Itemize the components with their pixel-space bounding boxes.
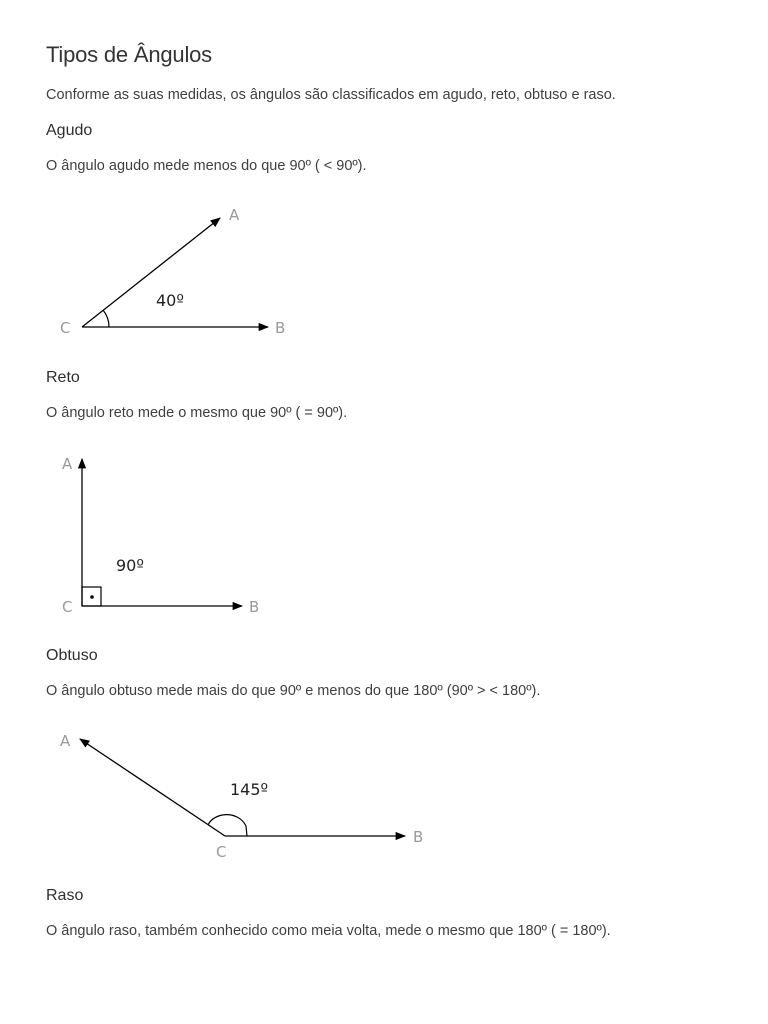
heading-reto: Reto: [46, 369, 80, 386]
text-raso: O ângulo raso, também conhecido como meia volta, mede o mesmo que 180º ( = 180º).: [46, 923, 611, 939]
point-label-c: C: [62, 598, 73, 616]
point-label-b: B: [275, 319, 286, 337]
point-label-b: B: [249, 598, 260, 616]
text-reto: O ângulo reto mede o mesmo que 90º ( = 90º).: [46, 405, 348, 421]
point-label-a: A: [229, 206, 240, 224]
heading-raso: Raso: [46, 887, 84, 904]
ray-ca: [80, 739, 225, 836]
angle-measure: 90º: [116, 556, 144, 575]
obtuse-angle-diagram: [0, 725, 768, 865]
point-label-c: C: [60, 319, 71, 337]
text-obtuso: O ângulo obtuso mede mais do que 90º e menos do que 180º (90º > < 180º).: [46, 683, 541, 699]
text-agudo: O ângulo agudo mede menos do que 90º ( < 90º).: [46, 158, 367, 174]
point-label-c: C: [216, 843, 227, 861]
acute-angle-diagram: [0, 190, 768, 350]
angle-measure: 145º: [230, 780, 269, 799]
angle-measure: 40º: [156, 291, 184, 310]
point-label-a: A: [60, 732, 71, 750]
intro-text: Conforme as suas medidas, os ângulos são classificados em agudo, reto, obtuso e raso.: [46, 87, 616, 103]
page-title: Tipos de Ângulos: [46, 42, 212, 67]
angle-arc: [103, 310, 109, 327]
ray-ca: [82, 218, 220, 327]
right-angle-diagram: [0, 450, 768, 620]
heading-obtuso: Obtuso: [46, 647, 98, 664]
point-label-a: A: [62, 455, 73, 473]
right-angle-dot: [90, 595, 94, 599]
heading-agudo: Agudo: [46, 122, 93, 139]
angle-arc: [208, 815, 247, 836]
point-label-b: B: [413, 828, 424, 846]
